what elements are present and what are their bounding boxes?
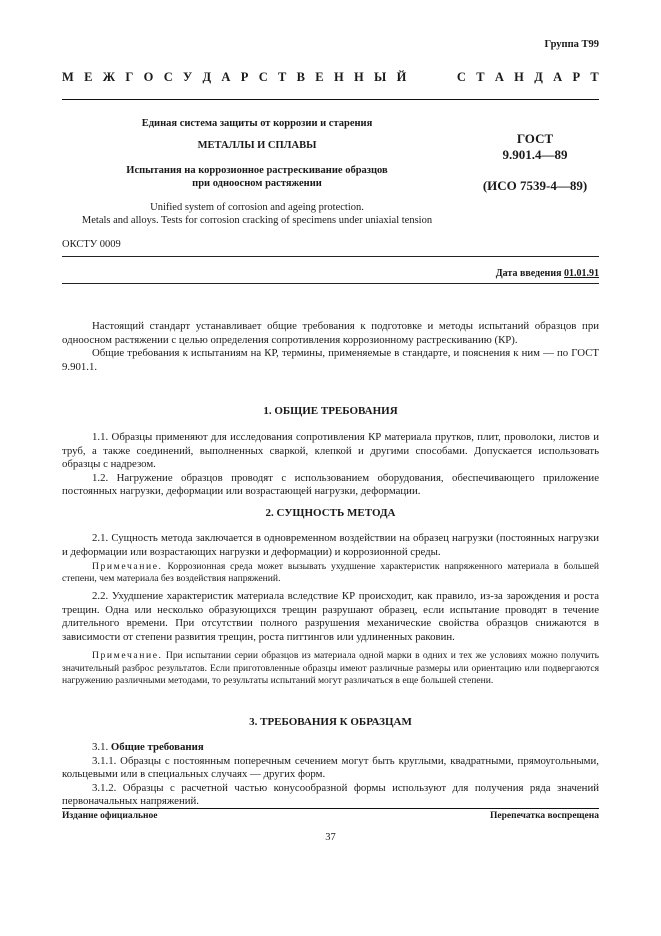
test-title-line2: при одноосном растяжении — [192, 177, 322, 189]
interstate-letter: Д — [534, 70, 543, 84]
official-edition: Издание официальное — [62, 811, 158, 821]
paragraph: 1.2. Нагружение образцов проводят с использованием оборудования, обеспечивающего приложение постоянных нагрузки, деформации или возрастающей нагрузки, деформации. — [62, 471, 599, 497]
interstate-letter: Ы — [374, 70, 387, 84]
interstate-letter: А — [221, 70, 231, 84]
paragraph: 2.1. Сущность метода заключается в одновременном воздействии на образец нагрузки (постоянных нагрузки и деформации или возрастающих нагрузки и деформации) и коррозионной среды. — [62, 532, 599, 558]
interstate-letter: Н — [514, 70, 524, 84]
paragraph: 1.1. Образцы применяют для исследования сопротивления КР материала прутков, плит, проволоки, листов и труб, а также соединений, выполненных сваркой, клепкой и другими способами. Допускается использовать образцы с надрезом. — [62, 431, 599, 470]
note-text: Коррозионная среда может вызывать ухудшение характеристик напряженного материала в большей степени, чем материала без воздействия напряжений. — [62, 561, 599, 585]
english-title — [62, 201, 452, 227]
interstate-letter: Т — [590, 70, 599, 84]
intro-paragraph: Настоящий стандарт устанавливает общие требования к подготовке и методы испытаний образцов при одноосном растяжении с целью определения сопротивления коррозионному растрескиванию (КР). — [62, 320, 599, 346]
note — [62, 561, 599, 585]
interstate-letter: Т — [476, 70, 485, 84]
interstate-letter: Н — [353, 70, 364, 84]
oksty-code: ОКСТУ 0009 — [62, 239, 121, 250]
standard-title: МЕТАЛЛЫ И СПЛАВЫ — [197, 140, 317, 151]
page-number: 37 — [325, 832, 336, 843]
interstate-letter: Ж — [102, 70, 116, 84]
section3-body — [62, 741, 599, 809]
english-title-line1: Unified system of corrosion and ageing protection. — [150, 202, 364, 213]
paragraph: 3.1.2. Образцы с расчетной частью конусообразной формы используют для получения ряда значений первоначальных напряжений. — [62, 781, 599, 807]
group-label: Группа Т99 — [544, 39, 599, 50]
gost-code: 9.901.4—89 — [502, 147, 568, 162]
paragraph: 2.2. Ухудшение характеристик материала вследствие КР происходит, как правило, из-за зарождения и роста трещин. Одна или несколько образующихся трещин разрушают образец, если испытание проводят в течение длительного времени. При отсутствии полного разрушения механические свойства образцов снижаются в зависимости от степени развития трещин, роста питтингов или удлиненных раковин. — [62, 590, 599, 643]
interstate-letter: В — [296, 70, 305, 84]
note-text: При испытании серии образцов из материала одной марки в одних и тех же условиях можно получить значительный разброс результатов. Если приготовленные образцы имеют различные размеры или ориентацию или подвергаются нагружению различными методами, то результаты испытаний могут различаться в еще большей степени. — [62, 650, 600, 686]
section-heading: 3. ТРЕБОВАНИЯ К ОБРАЗЦАМ — [249, 716, 412, 728]
interstate-letter: С — [258, 70, 268, 84]
header-rule — [62, 99, 599, 100]
interstate-letter: Й — [396, 70, 407, 84]
section2-body — [62, 532, 599, 687]
section-heading: 1. ОБЩИЕ ТРЕБОВАНИЯ — [263, 405, 398, 417]
interstate-letter: А — [494, 70, 504, 84]
interstate-letter: С — [163, 70, 173, 84]
note — [62, 650, 599, 687]
subsection-name: Общие требования — [110, 741, 204, 753]
effective-date — [496, 268, 599, 279]
interstate-letter: У — [183, 70, 193, 84]
interstate-letter: Р — [572, 70, 581, 84]
test-title — [62, 165, 452, 190]
note-label: Примечание. — [92, 561, 163, 572]
intro — [62, 320, 599, 374]
subsection-number: 3.1. — [92, 741, 109, 753]
english-title-line2: Metals and alloys. Tests for corrosion cracking of specimens under uniaxial tension — [81, 215, 433, 226]
title-rule — [62, 256, 599, 257]
gost-number — [470, 131, 600, 163]
interstate-letter: О — [143, 70, 154, 84]
section-heading: 2. СУЩНОСТЬ МЕТОДА — [265, 507, 396, 519]
interstate-letter: А — [553, 70, 563, 84]
interstate-letter — [430, 70, 433, 85]
footer-rule — [62, 808, 599, 809]
date-value: 01.01.91 — [564, 268, 599, 279]
interstate-letter: С — [456, 70, 466, 84]
interstate-letter: Н — [333, 70, 344, 84]
section1-body — [62, 431, 599, 499]
interstate-letter — [443, 70, 446, 85]
interstate-letter: Е — [84, 70, 93, 84]
system-title: Единая система защиты от коррозии и старения — [141, 118, 373, 129]
date-label: Дата введения — [495, 268, 562, 279]
interstate-letter: Т — [278, 70, 287, 84]
gost-label: ГОСТ — [516, 131, 554, 146]
interstate-letter: Р — [240, 70, 249, 84]
interstate-letter — [417, 70, 420, 85]
iso-number: (ИСО 7539-4—89) — [482, 178, 588, 193]
paragraph: 3.1.1. Образцы с постоянным поперечным сечением могут быть круглыми, квадратными, прямоугольными, кольцевыми или в специальных случаях — других форм. — [62, 754, 599, 780]
interstate-standard-heading — [62, 70, 599, 85]
intro-paragraph: Общие требования к испытаниям на КР, термины, применяемые в стандарте, и пояснения к ним — по ГОСТ 9.901.1. — [62, 347, 599, 373]
subsection-title — [62, 741, 599, 755]
reprint-prohibited: Перепечатка воспрещена — [489, 811, 599, 821]
date-rule — [62, 283, 599, 284]
note-label: Примечание. — [92, 650, 163, 662]
interstate-letter: Г — [125, 70, 134, 84]
test-title-line1: Испытания на коррозионное растрескивание образцов — [126, 165, 388, 176]
interstate-letter: Е — [315, 70, 324, 84]
interstate-letter: М — [62, 70, 74, 84]
interstate-letter: Д — [202, 70, 212, 84]
